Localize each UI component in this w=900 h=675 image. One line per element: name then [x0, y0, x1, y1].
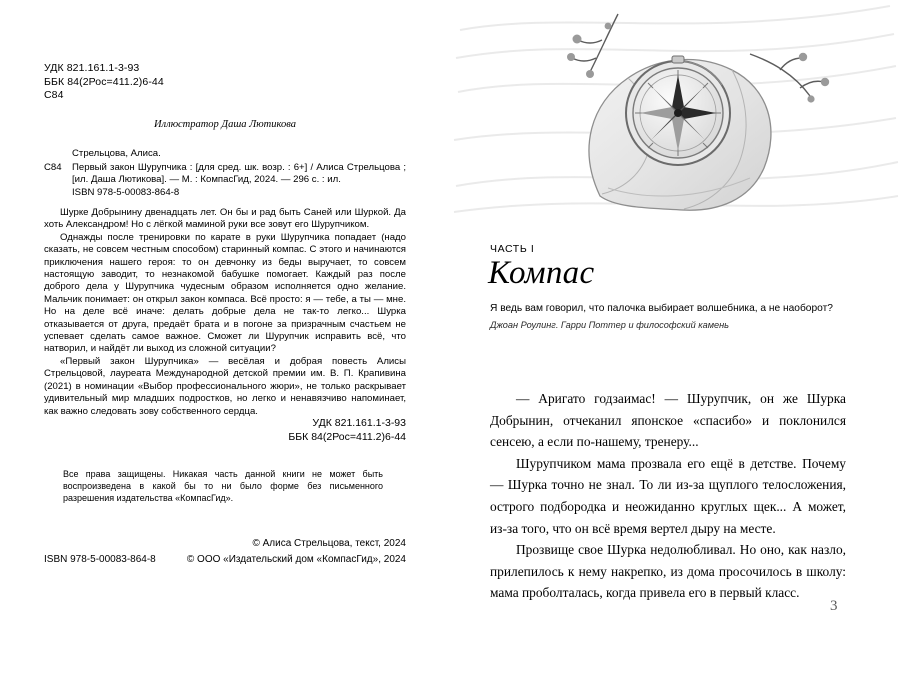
cip-body	[44, 162, 406, 187]
annotation-block	[44, 207, 406, 418]
cip-record	[44, 148, 406, 199]
copyright-credits	[44, 536, 406, 568]
part-title: Компас	[488, 255, 595, 291]
rights-reserved-notice: Все права защищены. Никакая часть данной книги не может быть воспроизведена в какой бы то ни было форме без письменного разрешения издательства «КомпасГид».	[63, 469, 383, 504]
author-mark: С84	[44, 89, 64, 101]
compass-on-cloth-illustration	[450, 0, 900, 225]
annotation-paragraph: Шурке Добрынину двенадцать лет. Он бы и рад быть Саней или Шуркой. Да хоть Александром! Но с лёгкой маминой руки все зовут его Шурупчиком.	[44, 207, 406, 231]
copyright-author: © Алиса Стрельцова, текст, 2024	[252, 538, 406, 549]
copyright-publisher: © ООО «Издательский дом «КомпасГид», 2024	[186, 554, 406, 565]
page-number: 3	[830, 598, 838, 614]
cip-isbn: ISBN 978-5-00083-864-8	[72, 186, 180, 198]
body-paragraph: Прозвище свое Шурка недолюбливал. Но оно, как назло, прилепилось к нему накрепко, из дома просочилось в школу: мама проболталась, когда привела его в первый класс.	[490, 542, 846, 601]
annotation-paragraph: «Первый закон Шурупчика» — весёлая и добрая повесть Алисы Стрельцовой, лауреата Международной детской премии им. В. П. Крапивина (2021) в номинации «Выбор профессионального жюри», не только раскрывает удивительный мир младших подростков, но легко и ненавязчиво напоминает, как важно следовать зову собственного сердца.	[44, 355, 406, 417]
cip-author: Стрельцова, Алиса.	[72, 148, 161, 159]
epigraph	[490, 301, 835, 333]
body-paragraph: Шурупчиком мама прозвала его ещё в детстве. Почему — Шурка точно не знал. То ли из-за щуплого телосложения, острого подбородка и неожиданно круглых щек... А может, из-за того, что он всё время вертел дыру на месте.	[490, 455, 846, 536]
illustrator-credit: Иллюстратор Даша Лютикова	[153, 119, 297, 130]
epigraph-quote: Я ведь вам говорил, что палочка выбирает волшебника, а не наоборот?	[490, 303, 833, 314]
credit-line-author	[44, 536, 406, 552]
part-label: ЧАСТЬ I	[490, 243, 535, 255]
cip-author-mark: С84	[44, 161, 62, 173]
chapter-body	[490, 388, 846, 604]
classification-codes-repeat	[44, 417, 406, 444]
classification-codes	[44, 62, 164, 103]
credit-line-publisher	[44, 552, 406, 568]
udk-code: УДК 821.161.1-3-93	[44, 62, 140, 74]
cip-description: Первый закон Шурупчика : [для сред. шк. возр. : 6+] / Алиса Стрельцова ; [ил. Даша Лютикова]. — М. : КомпасГид, 2024. — 296 с. : ил.	[72, 161, 406, 186]
bbk-code-repeat: ББК 84(2Рос=411.2)6-44	[288, 430, 406, 443]
isbn-footer: ISBN 978-5-00083-864-8	[44, 554, 156, 565]
annotation-paragraph: Однажды после тренировки по карате в руки Шурупчика попадает (надо сказать, не совсем честным способом) старинный компас. С этого и начинаются приключения нашего героя: то он девчонку из беды выручает, то совсем настоящую заводит, то незнакомой бабушке помогает. Каждый раз после доброго дела у Шурупчика чудесным образом исполняется одно желание. Мальчик понимает: он открыл закон компаса. Всё просто: я — тебе, а ты — мне. Но на деле всё иначе: делать добрые дела не так-то легко... Шурка отказывается от друга, предаёт брата и в погоне за призрачным счастьем не успевает сделать самое важное. Сможет ли Шурупчик исправить всё, что натворил, и найдёт ли выход из сложной ситуации?	[44, 231, 406, 355]
epigraph-source: Джоан Роулинг. Гарри Поттер и философский камень	[490, 320, 730, 330]
body-paragraph: — Аригато годзаимас! — Шурупчик, он же Шурка Добрынин, отчеканил японское «спасибо» и поклонился сенсею, а если по-нашему, тренеру...	[490, 391, 846, 450]
right-page-part-opener	[450, 0, 900, 675]
bbk-code: ББК 84(2Рос=411.2)6-44	[44, 75, 164, 88]
udk-code-repeat: УДК 821.161.1-3-93	[312, 417, 406, 429]
